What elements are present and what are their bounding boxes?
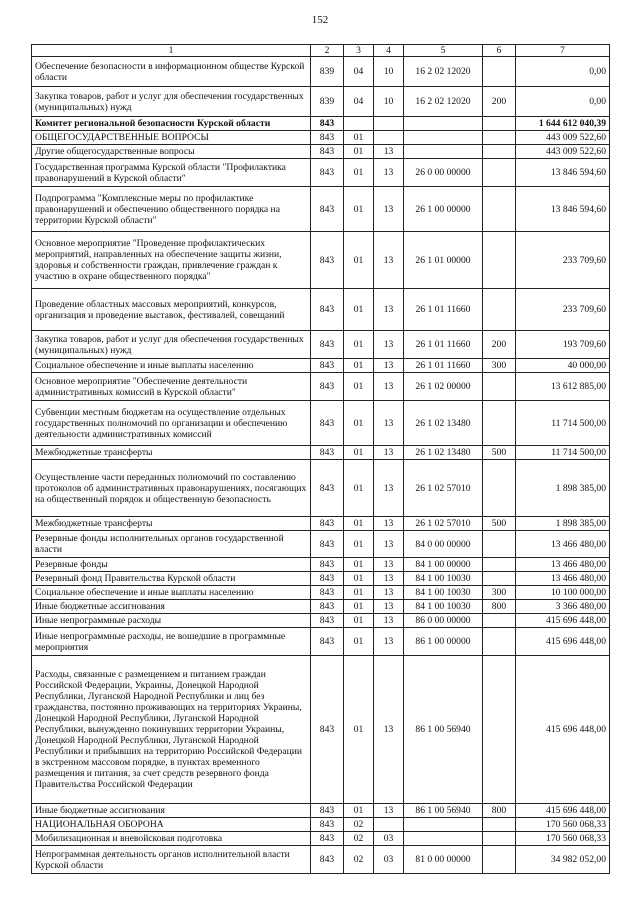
row-description: Субвенции местным бюджетам на осуществление отдельных государственных полномочий по организации и обеспечению деятельности административных комиссий xyxy=(32,401,311,446)
row-department-code: 843 xyxy=(311,531,344,558)
header-col-3: 3 xyxy=(344,45,374,57)
header-col-2: 2 xyxy=(311,45,344,57)
row-description: Межбюджетные трансферты xyxy=(32,517,311,531)
row-section-code: 01 xyxy=(344,187,374,232)
row-expense-type: 300 xyxy=(483,359,516,373)
row-description: Подпрограмма "Комплексные меры по профилактике правонарушений и обеспечению общественного порядка на территории Курской области" xyxy=(32,187,311,232)
row-target-article: 86 1 00 00000 xyxy=(404,628,483,656)
row-target-article: 81 0 00 00000 xyxy=(404,846,483,874)
row-amount: 0,00 xyxy=(516,57,610,87)
row-section-code: 01 xyxy=(344,401,374,446)
row-description: Резервные фонды исполнительных органов государственной власти xyxy=(32,531,311,558)
row-target-article: 16 2 02 12020 xyxy=(404,57,483,87)
row-description: Государственная программа Курской области "Профилактика правонарушений в Курской области" xyxy=(32,159,311,187)
row-description: Иные непрограммные расходы, не вошедшие в программные мероприятия xyxy=(32,628,311,656)
row-target-article: 26 1 01 11660 xyxy=(404,359,483,373)
row-target-article: 26 1 02 13480 xyxy=(404,401,483,446)
row-target-article: 86 0 00 00000 xyxy=(404,614,483,628)
row-department-code: 843 xyxy=(311,331,344,359)
row-description: Иные непрограммные расходы xyxy=(32,614,311,628)
row-expense-type: 200 xyxy=(483,331,516,359)
row-description: Мобилизационная и вневойсковая подготовка xyxy=(32,832,311,846)
row-department-code: 839 xyxy=(311,87,344,117)
row-department-code: 843 xyxy=(311,614,344,628)
table-row xyxy=(32,187,610,232)
row-amount: 170 560 068,33 xyxy=(516,832,610,846)
row-expense-type xyxy=(483,531,516,558)
row-target-article: 84 1 00 10030 xyxy=(404,586,483,600)
row-target-article xyxy=(404,131,483,145)
row-target-article xyxy=(404,117,483,131)
row-amount: 415 696 448,00 xyxy=(516,656,610,804)
row-department-code: 843 xyxy=(311,572,344,586)
row-subsection-code: 13 xyxy=(374,558,404,572)
row-target-article: 84 1 00 10030 xyxy=(404,600,483,614)
row-target-article xyxy=(404,818,483,832)
row-department-code: 843 xyxy=(311,373,344,401)
row-target-article: 26 1 01 11660 xyxy=(404,331,483,359)
row-department-code: 843 xyxy=(311,159,344,187)
row-description: ОБЩЕГОСУДАРСТВЕННЫЕ ВОПРОСЫ xyxy=(32,131,311,145)
row-subsection-code: 10 xyxy=(374,57,404,87)
row-subsection-code: 13 xyxy=(374,232,404,289)
row-department-code: 843 xyxy=(311,558,344,572)
row-amount: 415 696 448,00 xyxy=(516,614,610,628)
row-expense-type xyxy=(483,57,516,87)
row-expense-type: 500 xyxy=(483,517,516,531)
header-col-4: 4 xyxy=(374,45,404,57)
row-subsection-code: 13 xyxy=(374,614,404,628)
row-section-code: 01 xyxy=(344,517,374,531)
row-description: Основное мероприятие "Проведение профилактических мероприятий, направленных на обеспечение защиты жизни, здоровья и собственности граждан, привлечение граждан к участию в охране общественного порядка" xyxy=(32,232,311,289)
row-subsection-code: 13 xyxy=(374,804,404,818)
row-expense-type: 300 xyxy=(483,586,516,600)
row-section-code: 01 xyxy=(344,558,374,572)
row-description: Закупка товаров, работ и услуг для обеспечения государственных (муниципальных) нужд xyxy=(32,331,311,359)
table-row xyxy=(32,614,610,628)
row-expense-type: 800 xyxy=(483,600,516,614)
row-subsection-code: 13 xyxy=(374,187,404,232)
row-section-code: 01 xyxy=(344,373,374,401)
row-description: Социальное обеспечение и иные выплаты населению xyxy=(32,586,311,600)
row-amount: 1 644 612 040,39 xyxy=(516,117,610,131)
row-amount: 13 466 480,00 xyxy=(516,531,610,558)
row-section-code: 01 xyxy=(344,656,374,804)
row-subsection-code xyxy=(374,131,404,145)
row-amount: 1 898 385,00 xyxy=(516,460,610,517)
row-department-code: 843 xyxy=(311,232,344,289)
row-department-code: 843 xyxy=(311,117,344,131)
table-row xyxy=(32,628,610,656)
header-col-1: 1 xyxy=(32,45,311,57)
row-description: Иные бюджетные ассигнования xyxy=(32,600,311,614)
row-description: Расходы, связанные с размещением и питанием граждан Российской Федерации, Украины, Донецкой Народной Республики, Луганской Народной Республики и лиц без гражданства, постоянно проживающих на территориях Украины, Донецкой Народной Республики, Луганской Народной Республики, вынужденно покинувших территории Украины, Донецкой Народной Республики, Луганской Народной Республики и прибывших на территорию Российской Федерации в экстренном массовом порядке, в пунктах временного размещения и питания, за счет средств резервного фонда Правительства Российской Федерации xyxy=(32,656,311,804)
row-department-code: 843 xyxy=(311,832,344,846)
table-row xyxy=(32,517,610,531)
row-amount: 11 714 500,00 xyxy=(516,401,610,446)
row-expense-type xyxy=(483,818,516,832)
row-amount: 13 466 480,00 xyxy=(516,572,610,586)
row-amount: 11 714 500,00 xyxy=(516,446,610,460)
row-subsection-code: 13 xyxy=(374,628,404,656)
table-row xyxy=(32,586,610,600)
row-target-article: 26 1 02 57010 xyxy=(404,517,483,531)
row-description: Социальное обеспечение и иные выплаты населению xyxy=(32,359,311,373)
row-target-article: 86 1 00 56940 xyxy=(404,804,483,818)
row-subsection-code: 13 xyxy=(374,656,404,804)
row-subsection-code: 13 xyxy=(374,331,404,359)
table-row xyxy=(32,572,610,586)
table-row xyxy=(32,401,610,446)
table-row xyxy=(32,460,610,517)
row-amount: 233 709,60 xyxy=(516,289,610,331)
row-subsection-code: 10 xyxy=(374,87,404,117)
row-expense-type xyxy=(483,131,516,145)
row-section-code: 01 xyxy=(344,460,374,517)
row-target-article: 26 1 01 00000 xyxy=(404,232,483,289)
row-amount: 13 466 480,00 xyxy=(516,558,610,572)
row-description: Межбюджетные трансферты xyxy=(32,446,311,460)
row-section-code xyxy=(344,117,374,131)
row-description: Иные бюджетные ассигнования xyxy=(32,804,311,818)
table-body xyxy=(32,57,610,874)
row-section-code: 01 xyxy=(344,131,374,145)
row-expense-type xyxy=(483,628,516,656)
row-amount: 415 696 448,00 xyxy=(516,628,610,656)
row-section-code: 01 xyxy=(344,804,374,818)
row-expense-type xyxy=(483,846,516,874)
row-department-code: 843 xyxy=(311,187,344,232)
table-row xyxy=(32,846,610,874)
row-expense-type xyxy=(483,187,516,232)
row-expense-type xyxy=(483,289,516,331)
header-col-7: 7 xyxy=(516,45,610,57)
row-amount: 13 846 594,60 xyxy=(516,187,610,232)
table-row xyxy=(32,145,610,159)
row-section-code: 01 xyxy=(344,628,374,656)
page-number: 152 xyxy=(311,14,329,26)
row-expense-type: 500 xyxy=(483,446,516,460)
row-subsection-code: 13 xyxy=(374,401,404,446)
row-target-article xyxy=(404,145,483,159)
row-section-code: 01 xyxy=(344,572,374,586)
row-target-article xyxy=(404,832,483,846)
row-description: Другие общегосударственные вопросы xyxy=(32,145,311,159)
row-description: Комитет региональной безопасности Курской области xyxy=(32,117,311,131)
row-section-code: 01 xyxy=(344,600,374,614)
row-section-code: 01 xyxy=(344,531,374,558)
row-target-article: 26 0 00 00000 xyxy=(404,159,483,187)
table-row xyxy=(32,289,610,331)
row-expense-type xyxy=(483,572,516,586)
row-amount: 233 709,60 xyxy=(516,232,610,289)
row-description: Резервный фонд Правительства Курской области xyxy=(32,572,311,586)
row-subsection-code: 13 xyxy=(374,517,404,531)
table-row xyxy=(32,232,610,289)
table-row xyxy=(32,131,610,145)
row-expense-type xyxy=(483,614,516,628)
table-row xyxy=(32,117,610,131)
header-col-6: 6 xyxy=(483,45,516,57)
row-subsection-code: 13 xyxy=(374,460,404,517)
row-amount: 3 366 480,00 xyxy=(516,600,610,614)
table-row xyxy=(32,359,610,373)
row-description: Непрограммная деятельность органов исполнительной власти Курской области xyxy=(32,846,311,874)
row-subsection-code: 03 xyxy=(374,832,404,846)
row-section-code: 01 xyxy=(344,331,374,359)
row-target-article: 16 2 02 12020 xyxy=(404,87,483,117)
row-section-code: 04 xyxy=(344,87,374,117)
row-section-code: 01 xyxy=(344,446,374,460)
row-description: Обеспечение безопасности в информационном обществе Курской области xyxy=(32,57,311,87)
row-amount: 0,00 xyxy=(516,87,610,117)
row-expense-type xyxy=(483,232,516,289)
table-row xyxy=(32,159,610,187)
table-row xyxy=(32,656,610,804)
row-description: Закупка товаров, работ и услуг для обеспечения государственных (муниципальных) нужд xyxy=(32,87,311,117)
row-description: Основное мероприятие "Обеспечение деятельности административных комиссий в Курской области" xyxy=(32,373,311,401)
row-expense-type xyxy=(483,460,516,517)
row-subsection-code: 13 xyxy=(374,600,404,614)
row-subsection-code: 13 xyxy=(374,359,404,373)
row-section-code: 01 xyxy=(344,159,374,187)
row-target-article: 84 1 00 00000 xyxy=(404,558,483,572)
row-target-article: 84 0 00 00000 xyxy=(404,531,483,558)
row-expense-type xyxy=(483,117,516,131)
row-target-article: 84 1 00 10030 xyxy=(404,572,483,586)
row-subsection-code: 13 xyxy=(374,373,404,401)
row-target-article: 26 1 00 00000 xyxy=(404,187,483,232)
row-department-code: 843 xyxy=(311,804,344,818)
row-subsection-code: 13 xyxy=(374,145,404,159)
row-department-code: 843 xyxy=(311,289,344,331)
budget-table xyxy=(31,44,610,874)
row-expense-type xyxy=(483,159,516,187)
row-amount: 34 982 052,00 xyxy=(516,846,610,874)
row-expense-type xyxy=(483,145,516,159)
row-expense-type: 800 xyxy=(483,804,516,818)
row-section-code: 02 xyxy=(344,846,374,874)
row-description: Осуществление части переданных полномочий по составлению протоколов об административных правонарушениях, посягающих на общественный порядок и общественную безопасность xyxy=(32,460,311,517)
row-subsection-code: 13 xyxy=(374,531,404,558)
row-section-code: 01 xyxy=(344,232,374,289)
row-department-code: 839 xyxy=(311,57,344,87)
row-department-code: 843 xyxy=(311,145,344,159)
row-amount: 415 696 448,00 xyxy=(516,804,610,818)
row-section-code: 01 xyxy=(344,359,374,373)
row-expense-type xyxy=(483,373,516,401)
row-department-code: 843 xyxy=(311,359,344,373)
row-department-code: 843 xyxy=(311,818,344,832)
row-description: Резервные фонды xyxy=(32,558,311,572)
row-amount: 443 009 522,60 xyxy=(516,131,610,145)
row-expense-type: 200 xyxy=(483,87,516,117)
row-department-code: 843 xyxy=(311,656,344,804)
row-subsection-code: 13 xyxy=(374,159,404,187)
row-department-code: 843 xyxy=(311,401,344,446)
row-amount: 193 709,60 xyxy=(516,331,610,359)
table-row xyxy=(32,446,610,460)
row-amount: 10 100 000,00 xyxy=(516,586,610,600)
row-amount: 13 846 594,60 xyxy=(516,159,610,187)
row-department-code: 843 xyxy=(311,600,344,614)
row-description: НАЦИОНАЛЬНАЯ ОБОРОНА xyxy=(32,818,311,832)
row-amount: 170 560 068,33 xyxy=(516,818,610,832)
row-target-article: 86 1 00 56940 xyxy=(404,656,483,804)
row-subsection-code: 13 xyxy=(374,586,404,600)
table-row xyxy=(32,804,610,818)
row-subsection-code: 03 xyxy=(374,846,404,874)
table-row xyxy=(32,57,610,87)
row-department-code: 843 xyxy=(311,460,344,517)
row-department-code: 843 xyxy=(311,446,344,460)
table-row xyxy=(32,373,610,401)
table-row xyxy=(32,818,610,832)
row-subsection-code: 13 xyxy=(374,572,404,586)
table-row xyxy=(32,600,610,614)
row-department-code: 843 xyxy=(311,131,344,145)
header-row xyxy=(32,45,610,57)
row-section-code: 01 xyxy=(344,145,374,159)
row-department-code: 843 xyxy=(311,628,344,656)
row-department-code: 843 xyxy=(311,517,344,531)
row-subsection-code xyxy=(374,117,404,131)
row-section-code: 02 xyxy=(344,832,374,846)
row-subsection-code: 13 xyxy=(374,289,404,331)
table-row xyxy=(32,558,610,572)
row-section-code: 02 xyxy=(344,818,374,832)
row-department-code: 843 xyxy=(311,846,344,874)
row-expense-type xyxy=(483,656,516,804)
header-col-5: 5 xyxy=(404,45,483,57)
row-description: Проведение областных массовых мероприятий, конкурсов, организация и проведение выставок, фестивалей, совещаний xyxy=(32,289,311,331)
row-section-code: 01 xyxy=(344,586,374,600)
row-amount: 443 009 522,60 xyxy=(516,145,610,159)
row-target-article: 26 1 02 00000 xyxy=(404,373,483,401)
row-expense-type xyxy=(483,558,516,572)
table-row xyxy=(32,331,610,359)
row-target-article: 26 1 01 11660 xyxy=(404,289,483,331)
row-expense-type xyxy=(483,832,516,846)
row-amount: 13 612 885,00 xyxy=(516,373,610,401)
row-expense-type xyxy=(483,401,516,446)
row-target-article: 26 1 02 13480 xyxy=(404,446,483,460)
row-section-code: 01 xyxy=(344,289,374,331)
row-section-code: 04 xyxy=(344,57,374,87)
row-target-article: 26 1 02 57010 xyxy=(404,460,483,517)
row-section-code: 01 xyxy=(344,614,374,628)
row-department-code: 843 xyxy=(311,586,344,600)
table-row xyxy=(32,87,610,117)
row-subsection-code xyxy=(374,818,404,832)
row-subsection-code: 13 xyxy=(374,446,404,460)
row-amount: 40 000,00 xyxy=(516,359,610,373)
row-amount: 1 898 385,00 xyxy=(516,517,610,531)
table-row xyxy=(32,832,610,846)
table-row xyxy=(32,531,610,558)
